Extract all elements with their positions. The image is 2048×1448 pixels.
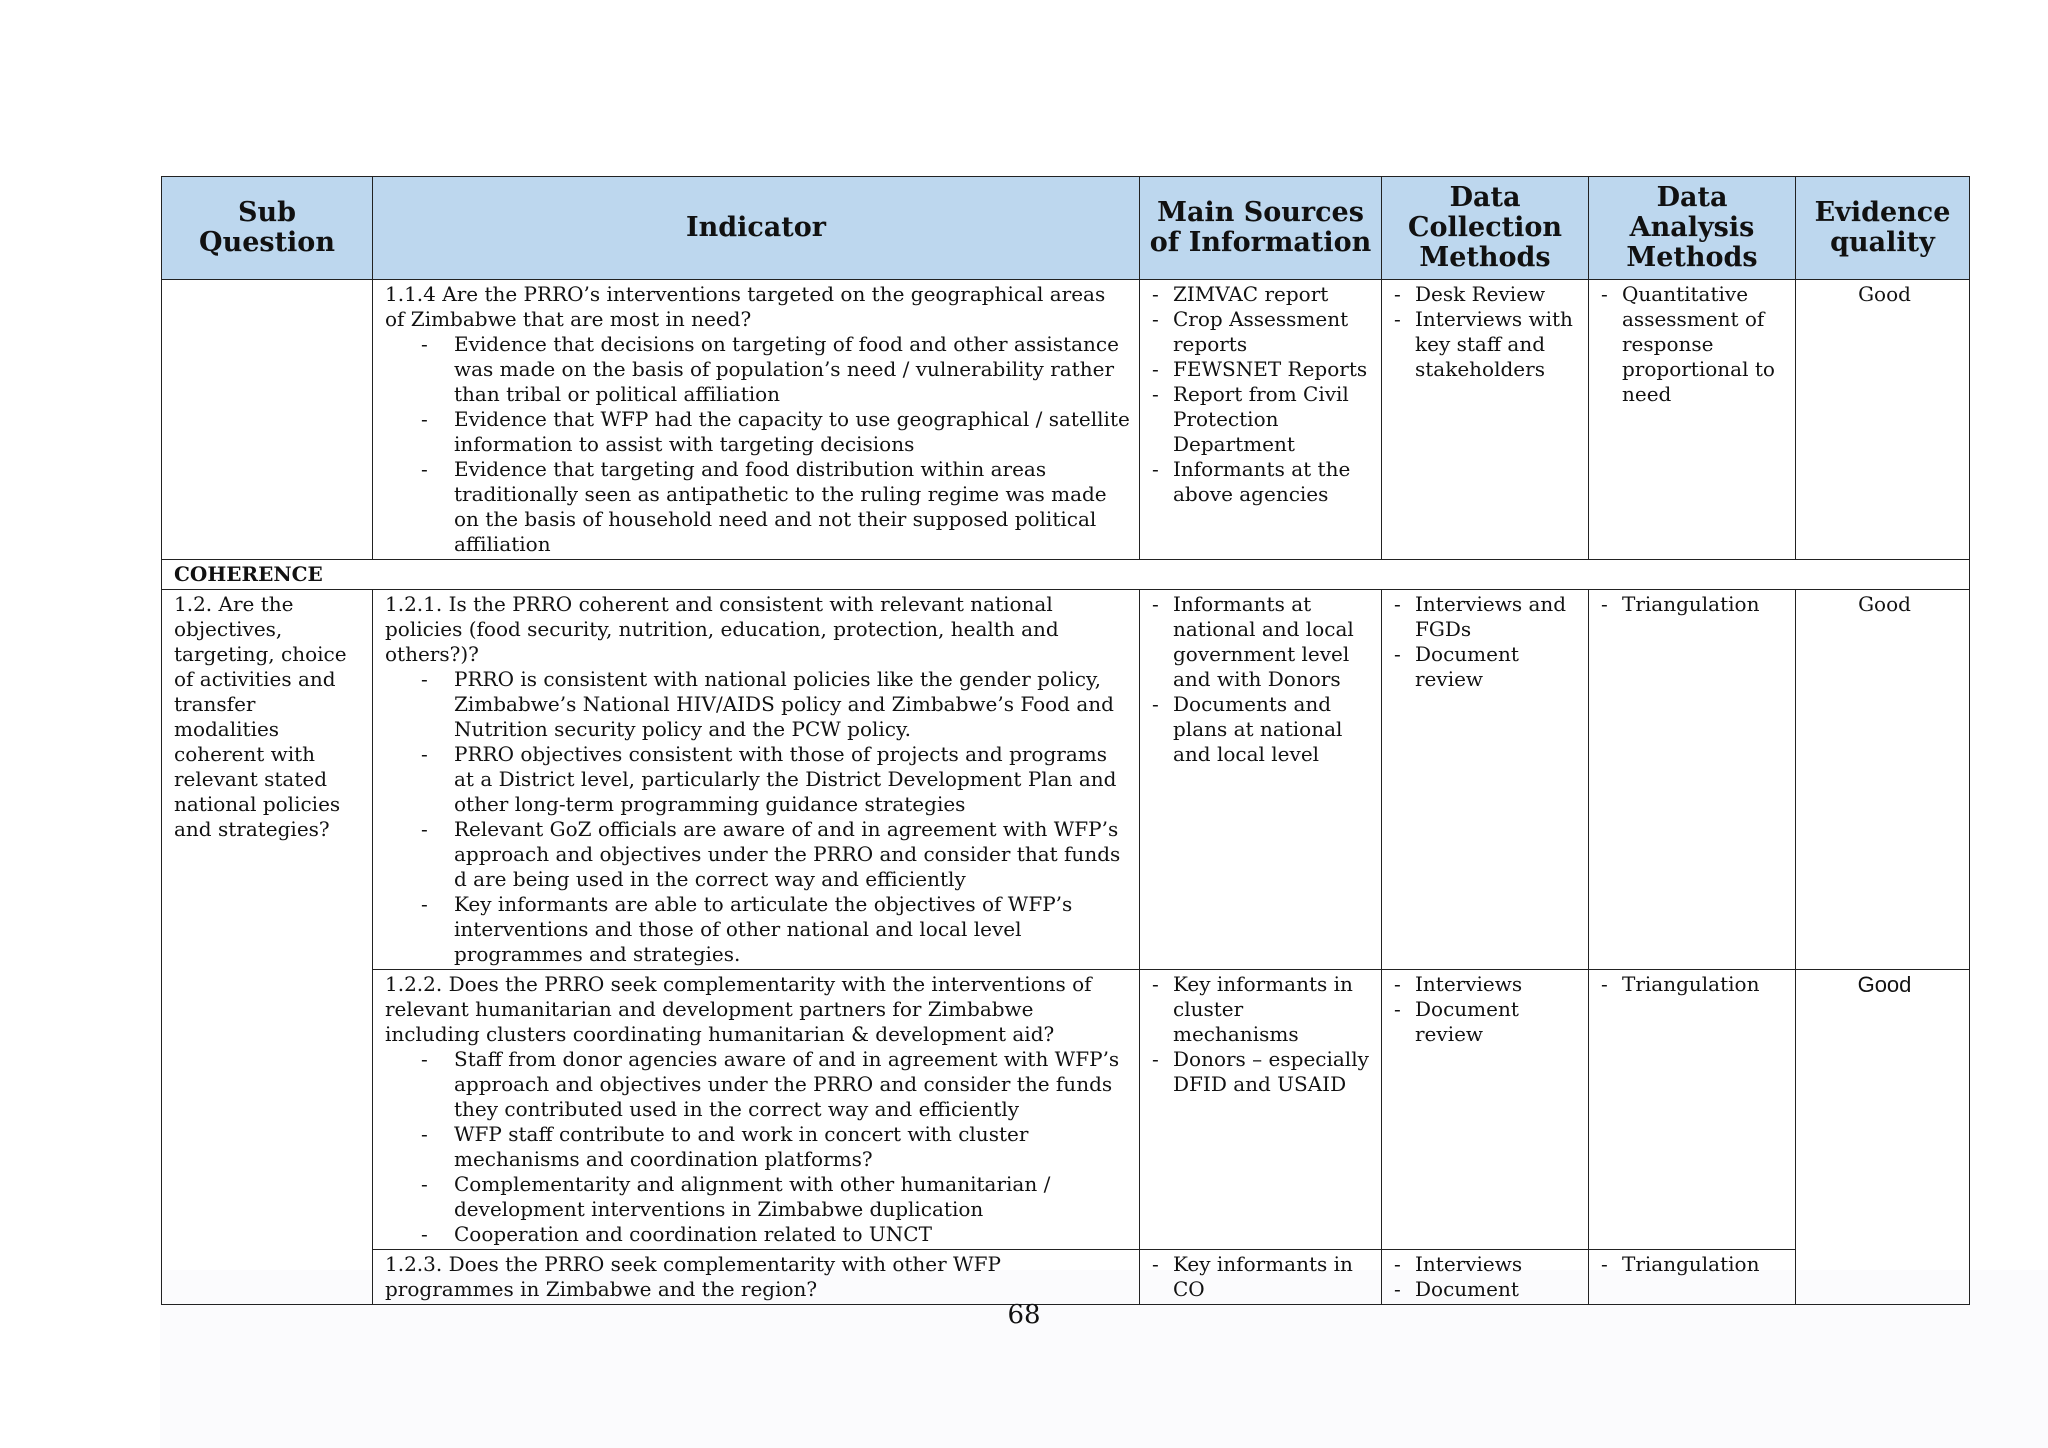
list-item: - Interviews bbox=[1394, 972, 1580, 997]
evidence-quality-cell: Good bbox=[1796, 280, 1970, 560]
list-item: - Interviews and FGDs bbox=[1394, 592, 1580, 642]
sub-question-cell: 1.2. Are the objectives, targeting, choice of activities and transfer modalities coherent with relevant stated national policies and strategies? bbox=[162, 590, 373, 1305]
collection-cell bbox=[1382, 1250, 1589, 1305]
list-item: - Complementarity and alignment with other humanitarian / development interventions in Zimbabwe duplication bbox=[421, 1172, 1131, 1222]
list-item: - Interviews bbox=[1394, 1252, 1580, 1277]
sources-cell bbox=[1140, 1250, 1382, 1305]
list-item: - Triangulation bbox=[1601, 592, 1787, 617]
analysis-cell bbox=[1589, 970, 1796, 1250]
list-item: - Staff from donor agencies aware of and in agreement with WFP’s approach and objectives under the PRRO and consider the funds they contributed used in the correct way and efficiently bbox=[421, 1047, 1131, 1122]
indicator-question: 1.1.4 Are the PRRO’s interventions targeted on the geographical areas of Zimbabwe that are most in need? bbox=[385, 282, 1106, 331]
evidence-quality-cell: Good bbox=[1796, 590, 1970, 970]
sources-cell bbox=[1140, 590, 1382, 970]
indicator-cell bbox=[373, 1250, 1140, 1305]
analysis-cell bbox=[1589, 280, 1796, 560]
evaluation-matrix-table bbox=[161, 176, 1970, 1305]
list-item: - Triangulation bbox=[1601, 1252, 1787, 1277]
list-item: - Triangulation bbox=[1601, 972, 1787, 997]
list-item: - Quantitative assessment of response proportional to need bbox=[1601, 282, 1787, 407]
sub-question-cell-empty bbox=[162, 280, 373, 560]
list-item: - Document review bbox=[1394, 997, 1580, 1047]
list-item: - Desk Review bbox=[1394, 282, 1580, 307]
list-item: - PRRO is consistent with national policies like the gender policy, Zimbabwe’s National HIV/AIDS policy and Zimbabwe’s Food and Nutrition security policy and the PCW policy. bbox=[421, 667, 1131, 742]
list-item: - Crop Assessment reports bbox=[1152, 307, 1373, 357]
indicator-cell bbox=[373, 280, 1140, 560]
collection-cell bbox=[1382, 280, 1589, 560]
indicator-question: 1.2.3. Does the PRRO seek complementarity with other WFP programmes in Zimbabwe and the region? bbox=[385, 1252, 1001, 1301]
list-item: - Evidence that targeting and food distribution within areas traditionally seen as antipathetic to the ruling regime was made on the basis of household need and not their supposed political affiliation bbox=[421, 457, 1131, 557]
collection-cell bbox=[1382, 590, 1589, 970]
list-item: - Informants at national and local government level and with Donors bbox=[1152, 592, 1373, 692]
header-main-sources: Main Sources of Information bbox=[1140, 177, 1382, 280]
table-row bbox=[162, 590, 1970, 970]
evidence-list bbox=[421, 332, 1131, 557]
indicator-cell bbox=[373, 590, 1140, 970]
evidence-list bbox=[421, 667, 1131, 967]
list-item: - Key informants are able to articulate the objectives of WFP’s interventions and those of other national and local level programmes and strategies. bbox=[421, 892, 1131, 967]
list-item: - PRRO objectives consistent with those of projects and programs at a District level, particularly the District Development Plan and other long-term programming guidance strategies bbox=[421, 742, 1131, 817]
table-row bbox=[162, 970, 1970, 1250]
list-item: - Document bbox=[1394, 1277, 1580, 1302]
list-item: - Key informants in CO bbox=[1152, 1252, 1373, 1302]
evidence-list bbox=[421, 1047, 1131, 1247]
list-item: - Relevant GoZ officials are aware of and in agreement with WFP’s approach and objectives under the PRRO and consider that funds d are being used in the correct way and efficiently bbox=[421, 817, 1131, 892]
list-item: - Evidence that WFP had the capacity to use geographical / satellite information to assist with targeting decisions bbox=[421, 407, 1131, 457]
list-item: - Report from Civil Protection Department bbox=[1152, 382, 1373, 457]
header-data-collection: Data Collection Methods bbox=[1382, 177, 1589, 280]
list-item: - Evidence that decisions on targeting of food and other assistance was made on the basis of population’s need / vulnerability rather than tribal or political affiliation bbox=[421, 332, 1131, 407]
analysis-cell bbox=[1589, 1250, 1796, 1305]
page-number: 68 bbox=[1007, 1300, 1041, 1330]
section-title: COHERENCE bbox=[162, 560, 1970, 590]
list-item: - Document review bbox=[1394, 642, 1580, 692]
header-sub-question: Sub Question bbox=[162, 177, 373, 280]
section-row bbox=[162, 560, 1970, 590]
analysis-cell bbox=[1589, 590, 1796, 970]
list-item: - Donors – especially DFID and USAID bbox=[1152, 1047, 1373, 1097]
header-row bbox=[162, 177, 1970, 280]
header-indicator: Indicator bbox=[373, 177, 1140, 280]
evidence-quality-cell: Good bbox=[1796, 970, 1970, 1305]
list-item: - Informants at the above agencies bbox=[1152, 457, 1373, 507]
sources-cell bbox=[1140, 970, 1382, 1250]
indicator-question: 1.2.1. Is the PRRO coherent and consistent with relevant national policies (food security, nutrition, education, protection, health and others?)? bbox=[385, 592, 1059, 666]
indicator-question: 1.2.2. Does the PRRO seek complementarity with the interventions of relevant humanitarian and development partners for Zimbabwe including clusters coordinating humanitarian & development aid? bbox=[385, 972, 1092, 1046]
list-item: - WFP staff contribute to and work in concert with cluster mechanisms and coordination platforms? bbox=[421, 1122, 1131, 1172]
header-evidence-quality: Evidence quality bbox=[1796, 177, 1970, 280]
list-item: - FEWSNET Reports bbox=[1152, 357, 1373, 382]
table-row bbox=[162, 1250, 1970, 1305]
collection-cell bbox=[1382, 970, 1589, 1250]
sources-cell bbox=[1140, 280, 1382, 560]
indicator-cell bbox=[373, 970, 1140, 1250]
list-item: - Cooperation and coordination related to UNCT bbox=[421, 1222, 1131, 1247]
list-item: - Interviews with key staff and stakeholders bbox=[1394, 307, 1580, 382]
table-row bbox=[162, 280, 1970, 560]
list-item: - Documents and plans at national and local level bbox=[1152, 692, 1373, 767]
list-item: - Key informants in cluster mechanisms bbox=[1152, 972, 1373, 1047]
header-data-analysis: Data Analysis Methods bbox=[1589, 177, 1796, 280]
list-item: - ZIMVAC report bbox=[1152, 282, 1373, 307]
